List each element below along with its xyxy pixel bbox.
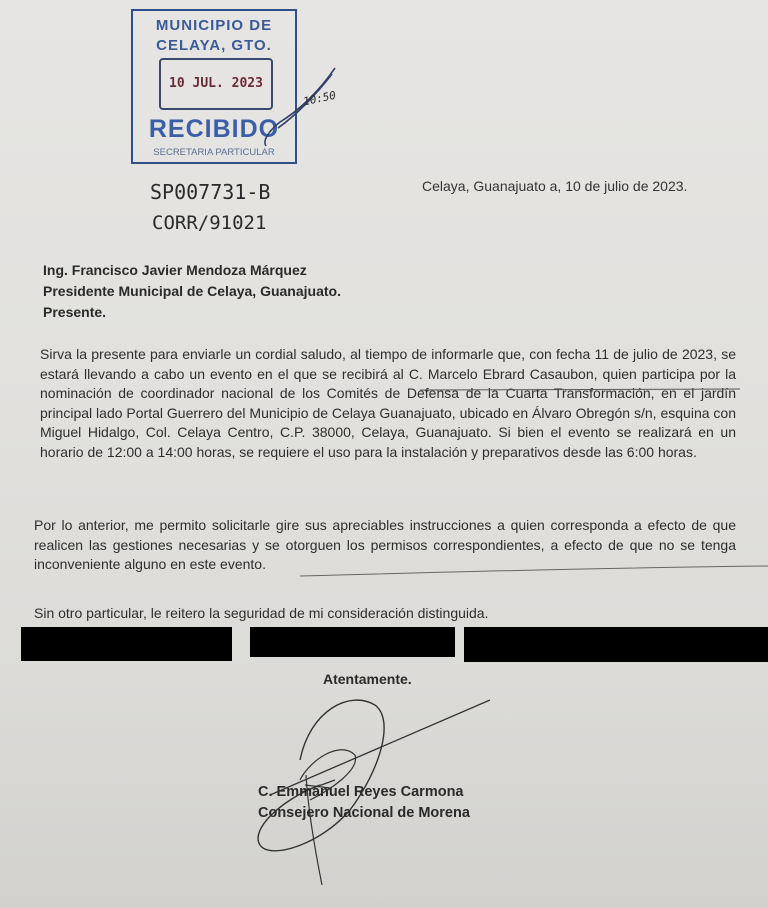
stamp-office: SECRETARIA PARTICULAR: [153, 147, 275, 158]
paragraph-event-notice: Sirva la presente para enviarle un cordial saludo, al tiempo de informarle que, con fecha 11 de julio de 2023, se estará llevando a cabo un evento en el que se recibirá al C. Marcelo Ebrard Casaubon, quien participa por la nominación de coordinador nacional de los Comités de Defensa de la Cuarta Transformación, en el jardín principal lado Portal Guerrero del Municipio de Celaya Guanajuato, ubicado en Álvaro Obregón s/n, esquina con Miguel Hidalgo, Col. Celaya Centro, C.P. 38000, Celaya, Guanajuato. Si bien el evento se realizará en un horario de 12:00 a 14:00 horas, se requiere el uso para la instalación y preparativos desde las 6:00 horas.: [40, 346, 736, 460]
paragraph-farewell: Sin otro particular, le reitero la seguridad de mi consideración distinguida.: [34, 605, 489, 621]
signer-position: Consejero Nacional de Morena: [258, 805, 470, 821]
place-and-date: Celaya, Guanajuato a, 10 de julio de 2023.: [422, 178, 688, 194]
paragraph-permit-request: Por lo anterior, me permito solicitarle gire sus apreciables instrucciones a quien corresponda a efecto de que realicen las gestiones necesarias y se otorguen los permisos correspondientes, a efecto de que no se tenga inconveniente alguno en este evento.: [34, 517, 736, 573]
addressee-presente: Presente.: [43, 304, 107, 320]
handwritten-initial-stroke-icon: [240, 60, 350, 150]
addressee-title: Presidente Municipal de Celaya, Guanajuato.: [43, 283, 341, 299]
stamp-received-label: RECIBIDO: [148, 115, 280, 143]
redaction-bar-3: [464, 627, 768, 662]
stamp-municipality-line1: MUNICIPIO DE: [155, 17, 273, 34]
stamp-date: 10 JUL. 2023: [169, 76, 263, 91]
folio-number: SP007731-B: [150, 180, 271, 204]
correspondence-number: CORR/91021: [152, 212, 267, 234]
pen-underline-icon: [420, 385, 760, 395]
stamp-municipality-line2: CELAYA, GTO.: [156, 37, 272, 54]
closing-salutation: Atentamente.: [323, 671, 412, 687]
pen-underline-icon: [300, 562, 768, 582]
redaction-bar-2: [250, 627, 455, 657]
signer-name: C. Emmanuel Reyes Carmona: [258, 784, 464, 800]
handwritten-time: 10:50: [302, 88, 338, 109]
redaction-bar-1: [21, 627, 232, 661]
addressee-name: Ing. Francisco Javier Mendoza Márquez: [43, 262, 307, 278]
